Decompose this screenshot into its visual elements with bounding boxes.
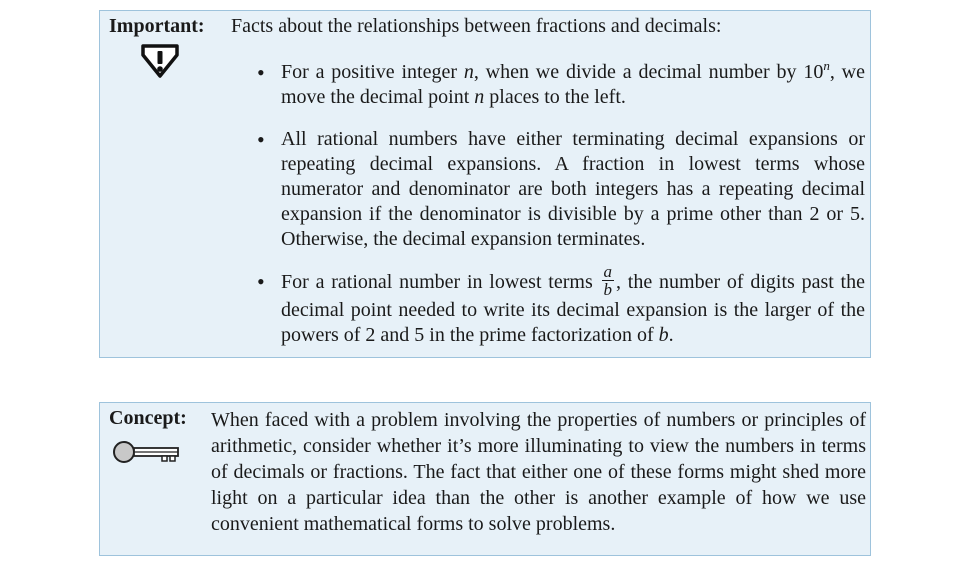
fact1-text-c: , we move the decimal point [281, 61, 865, 108]
fact2-text: All rational numbers have either terminating decimal expansions or repeating decimal expansions. A fraction in lowest terms whose numerator and denominator are both integers has a repeating decimal expansion if the denominator is divisible by a prime other than 2 or 5. Otherwise, the decimal expansion terminates. [281, 128, 865, 250]
fact3-text-a: For a rational number in lowest terms [281, 271, 600, 294]
fact1-var-n2: n [474, 86, 485, 108]
fact1-text-a: For a positive integer [281, 61, 464, 83]
fact1-var-n: n [463, 61, 474, 83]
fraction-numerator: a [603, 262, 613, 281]
fact3-text-c: . [668, 324, 674, 346]
key-icon [112, 439, 182, 465]
concept-text: When faced with a problem involving the properties of numbers or principles of arithmetic, consider whether it’s more illuminating to view the numbers in terms of decimals or fractions. The fact that either one of these forms might shed more light on a particular idea than the other is another example of how we use convenient mathematical forms to solve problems. [211, 409, 866, 535]
fact1-text-b: , when we divide a decimal number by 10 [473, 61, 824, 83]
important-intro: Facts about the relationships between fractions and decimals: [231, 15, 722, 37]
fraction-a-over-b [602, 263, 615, 298]
fact-item [255, 127, 865, 252]
fact-item [255, 60, 865, 110]
fact1-exponent-n: n [823, 58, 830, 73]
fraction-denominator: b [603, 280, 613, 299]
fact3-var-b: b [658, 324, 669, 346]
fact3-text-b: , the number of digits past the decimal point needed to write its decimal expansion is the larger of the powers of 2 and 5 in the prime factorization of [281, 271, 865, 346]
fact1-text-d: places to the left. [484, 86, 626, 108]
facts-list [255, 60, 865, 365]
concept-label: Concept: [109, 407, 187, 429]
important-callout [99, 10, 871, 358]
concept-callout [99, 402, 871, 556]
warning-shield-icon [140, 43, 180, 79]
important-label: Important: [109, 15, 205, 37]
fact-item [255, 262, 865, 348]
